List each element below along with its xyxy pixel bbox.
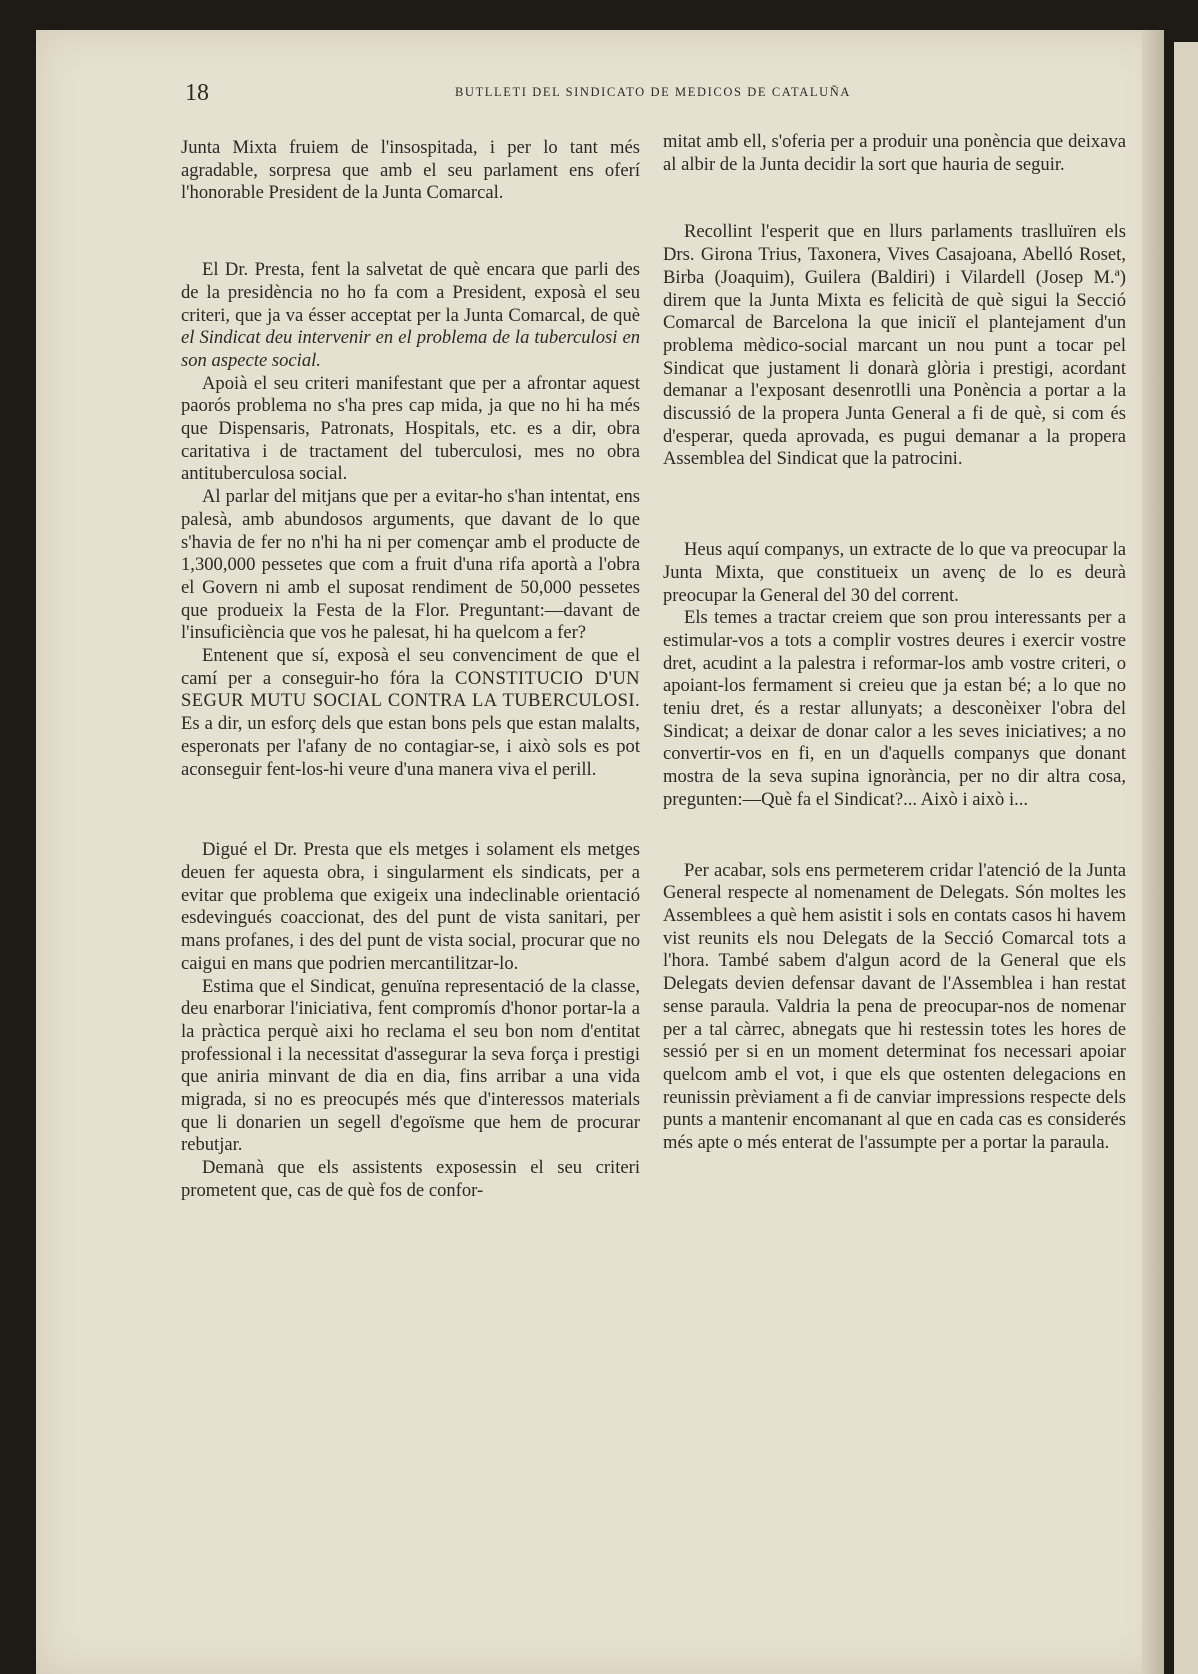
- paragraph: mitat amb ell, s'oferia per a produir una ponència que deixava al albir de la Junta decidir la sort que hauria de seguir.: [663, 131, 1126, 175]
- paragraph-text: Entenent que sí, exposà el seu convenciment de que el camí per a conseguir-ho fóra la: [181, 645, 640, 689]
- italic-phrase: el Sindicat deu intervenir en el problema de la tuberculosi en son aspecte social.: [181, 327, 640, 371]
- page-header: [185, 80, 1015, 110]
- paragraph: Apoià el seu criteri manifestant que per a afrontar aquest paorós problema no s'ha pres cap mida, ja que no hi ha més que Dispensaris, Patronats, Hospitals, etc. es a dir, obra caritativa i de tractament del tuberculosi, mes no obra antituberculosa social.: [181, 372, 640, 485]
- paragraph: Heus aquí companys, un extracte de lo que va preocupar la Junta Mixta, que constitueix un avenç de lo es deurà preocupar la General del 30 del corrent.: [663, 539, 1126, 606]
- paragraph: Per acabar, sols ens permeterem cridar l'atenció de la Junta General respecte al nomenament de Delegats. Són moltes les Assemblees a què hem asistit i sols en contats casos hi havem vist reunits els nou Delegats de la Secció Comarcal tots a l'hora. També sabem d'algun acord de la General que els Delegats devien defensar davant de l'Assemblea i han restat sense paraula. Valdria la pena de preocupar-nos de nomenar per a tal càrrec, abnegats que hi restessin totes les hores de sessió per si en un moment determinat fos necessari apoiar quelcom amb el vot, i que els que ostenten delegacions en reunissin prèviament a fi de canviar impressions respecte dels punts a mantenir encomanant al que en cada cas es considerés més apte o més enterat de l'assumpte per a portar la paraula.: [663, 859, 1126, 1154]
- adjacent-page-edge: [1174, 42, 1198, 1674]
- paragraph: Estima que el Sindicat, genuïna representació de la classe, deu enarborar l'iniciativa, fent compromís d'honor portar-la a la pràctica perquè aixi ho reclama el seu bon nom d'entitat professional i la necessitat d'assegurar la seva força i prestigi que aniria minvant de dia en dia, fins arribar a una vida migrada, si no es preocupés més que d'interessos materials que li donarien un segell d'egoïsme que hem de procurar rebutjar.: [181, 975, 640, 1156]
- paragraph: Els temes a tractar creiem que son prou interessants per a estimular-vos a tots a complir vostres deures i exercir vostre dret, acudint a la palestra i reformar-los amb vostre criteri, o apoiant-los fermament si creieu que ja estan bé; a lo que no teniu dret, és a restar allunyats; a desconèixer l'obra del Sindicat; a deixar de donar calor a les seves iniciatives; a no convertir-vos en fi, en un d'aquells companys que donant mostra de la seva supina ignorància, per no dir altra cosa, pregunten:—Què fa el Sindicat?... Això i això i...: [663, 607, 1126, 810]
- page-shadow-edge: [1142, 30, 1164, 1674]
- paragraph-text: Es a dir, un esforç dels que estan bons pels que estan malalts, esperonats per l'afany de no contagiar-se, i això sols es pot aconseguir fent-los-hi veure d'una manera viva el perill.: [181, 713, 640, 780]
- paragraph: [181, 645, 640, 781]
- running-title: BUTLLETI DEL SINDICATO DE MEDICOS DE CATALUÑA: [455, 85, 851, 99]
- paragraph: Al parlar del mitjans que per a evitar-ho s'han intentat, ens palesà, amb abundosos arguments, que davant de lo que s'havia de fer no n'hi ha ni per començar amb el producte de 1,300,000 pessetes que com a fruit d'una rifa aportà a l'obra el Govern ni amb el suposat rendiment de 50,000 pessetes que produeix la Festa de la Flor. Preguntant:—davant de l'insuficiència que vos he palesat, hi ha quelcom a fer?: [181, 486, 640, 644]
- page-number: 18: [185, 80, 209, 106]
- paragraph: Digué el Dr. Presta que els metges i solament els metges deuen fer aquesta obra, i singularment els sindicats, per a evitar que problema que exigeix una indeclinable orientació esdevingués coaccionat, des del punt de vista sanitari, per mans profanes, i des del punt de vista social, procurar que no caigui en mans que podrien mercantilitzar-lo.: [181, 839, 640, 974]
- paragraph: Demanà que els assistents exposessin el seu criteri prometent que, cas de què fos de confor-: [181, 1157, 640, 1201]
- paragraph: [181, 259, 640, 373]
- left-column: [181, 137, 640, 1203]
- emphasis-caps: CONSTITUCIO D'UN SEGUR MUTU SOCIAL CONTRA LA TUBERCULOSI.: [181, 667, 640, 712]
- right-column: [663, 131, 1126, 1155]
- paragraph: Junta Mixta fruiem de l'insospitada, i per lo tant més agradable, sorpresa que amb el seu parlament ens oferí l'honorable President de la Junta Comarcal.: [181, 137, 640, 204]
- paragraph: Recollint l'esperit que en llurs parlaments traslluïren els Drs. Girona Trius, Taxonera, Vives Casajoana, Abelló Roset, Birba (Joaquim), Guilera (Baldiri) i Vilardell (Josep M.ª) direm que la Junta Mixta es felicità de què sigui la Secció Comarcal de Barcelona la que iniciï el plantejament d'un problema mèdico-social marcant un nou punt a tocar pel Sindicat que justament li donarà glòria i prestigi, acordant demanar a l'exposant desenrotlli una Ponència a portar a la discussió de la propera Junta General a fi de què, si com és d'esperar, queda aprovada, es pugui demanar a la propera Assemblea del Sindicat que la patrocini.: [663, 221, 1126, 470]
- paragraph-text: El Dr. Presta, fent la salvetat de què encara que parli des de la presidència no ho fa com a President, exposà el seu criteri, que ja va ésser acceptat per la Junta Comarcal, de què: [181, 259, 640, 326]
